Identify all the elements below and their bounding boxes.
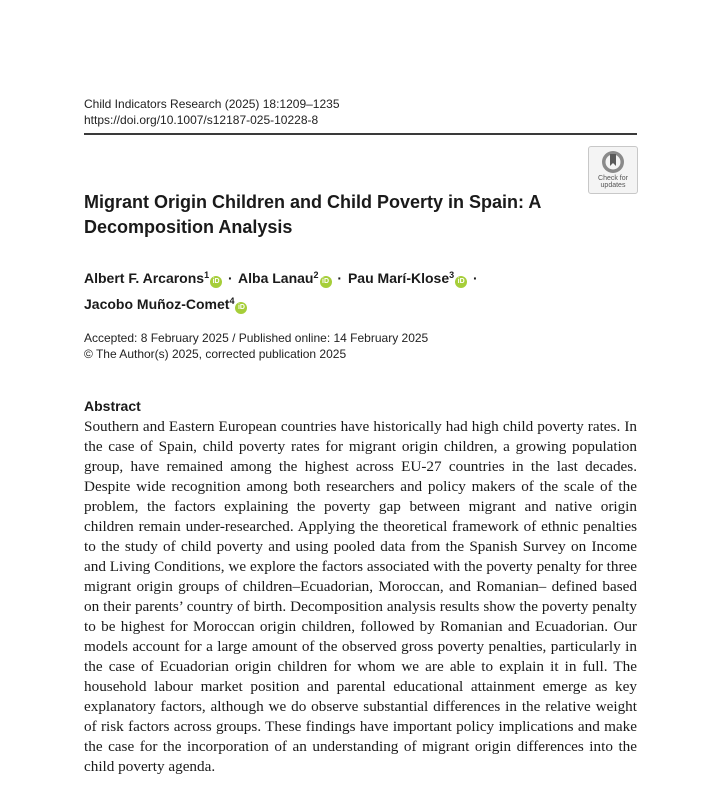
author-separator: · [473, 270, 478, 286]
orcid-icon[interactable]: iD [320, 276, 332, 288]
author-name[interactable]: Alba Lanau [238, 270, 314, 286]
affiliation-number: 4 [229, 296, 235, 306]
badge-line1: Check for [598, 175, 628, 182]
badge-line2: updates [600, 182, 626, 189]
author-separator: · [337, 270, 343, 286]
author-list [84, 264, 584, 316]
author-name[interactable]: Pau Marí-Klose [347, 270, 450, 286]
abstract-text: Southern and Eastern European countries have historically had high child poverty rates. In the case of Spain, child poverty rates for migrant origin children, a growing population group, have remained among the highest across EU-27 countries in the last decades. Despite wide recognition among both researchers and policy makers of the scale of the problem, the factors explaining the poverty gap between migrant and native origin children remain under-researched. Applying the theoretical framework of ethnic penalties to the study of child poverty and using pooled data from the Spanish Survey on Income and Living Conditions, we explore the factors associated with the poverty penalty for three migrant origin groups of children–Ecuadorian, Moroccan, and Romanian– defined based on their parents’ country of birth. Decomposition analysis results show the poverty penalty to be highest for Moroccan origin children, followed by Romanian and Ecuadorian. Our models account for a large amount of the observed gross poverty penalties, particularly in the case of Ecuadorian origin children for whom we are able to explain it in full. The household labour market position and parental educational attainment emerge as key explanatory factors, although we do observe substantial differences in the relative weight of risk factors across groups. These findings have important policy implications and make the case for the incorporation of an understanding of migrant origin differences into the child poverty agenda. [84, 418, 637, 775]
abstract-heading: Abstract [84, 398, 141, 414]
orcid-icon[interactable]: iD [455, 276, 467, 288]
author-separator: · [227, 270, 233, 286]
crossmark-icon [600, 149, 626, 175]
affiliation-number: 1 [204, 270, 210, 280]
publication-dates [84, 330, 428, 362]
affiliation-number: 2 [313, 270, 319, 280]
paper-title: Migrant Origin Children and Child Poverty in Spain: A Decomposition Analysis [84, 192, 541, 237]
author-name[interactable]: Jacobo Muñoz-Comet [84, 296, 230, 312]
author-name[interactable]: Albert F. Arcarons [84, 270, 205, 286]
check-for-updates-badge[interactable] [588, 146, 638, 194]
orcid-icon[interactable]: iD [210, 276, 222, 288]
affiliation-number: 3 [449, 270, 455, 280]
accepted-published-line: Accepted: 8 February 2025 / Published online: 14 February 2025 [84, 331, 429, 345]
journal-header [84, 96, 340, 128]
header-divider [84, 133, 637, 135]
doi-link[interactable]: https://doi.org/10.1007/s12187-025-10228-8 [84, 113, 319, 127]
journal-citation: Child Indicators Research (2025) 18:1209–1235 [84, 97, 340, 111]
orcid-icon[interactable]: iD [235, 302, 247, 314]
copyright-line: © The Author(s) 2025, corrected publication 2025 [84, 347, 347, 361]
